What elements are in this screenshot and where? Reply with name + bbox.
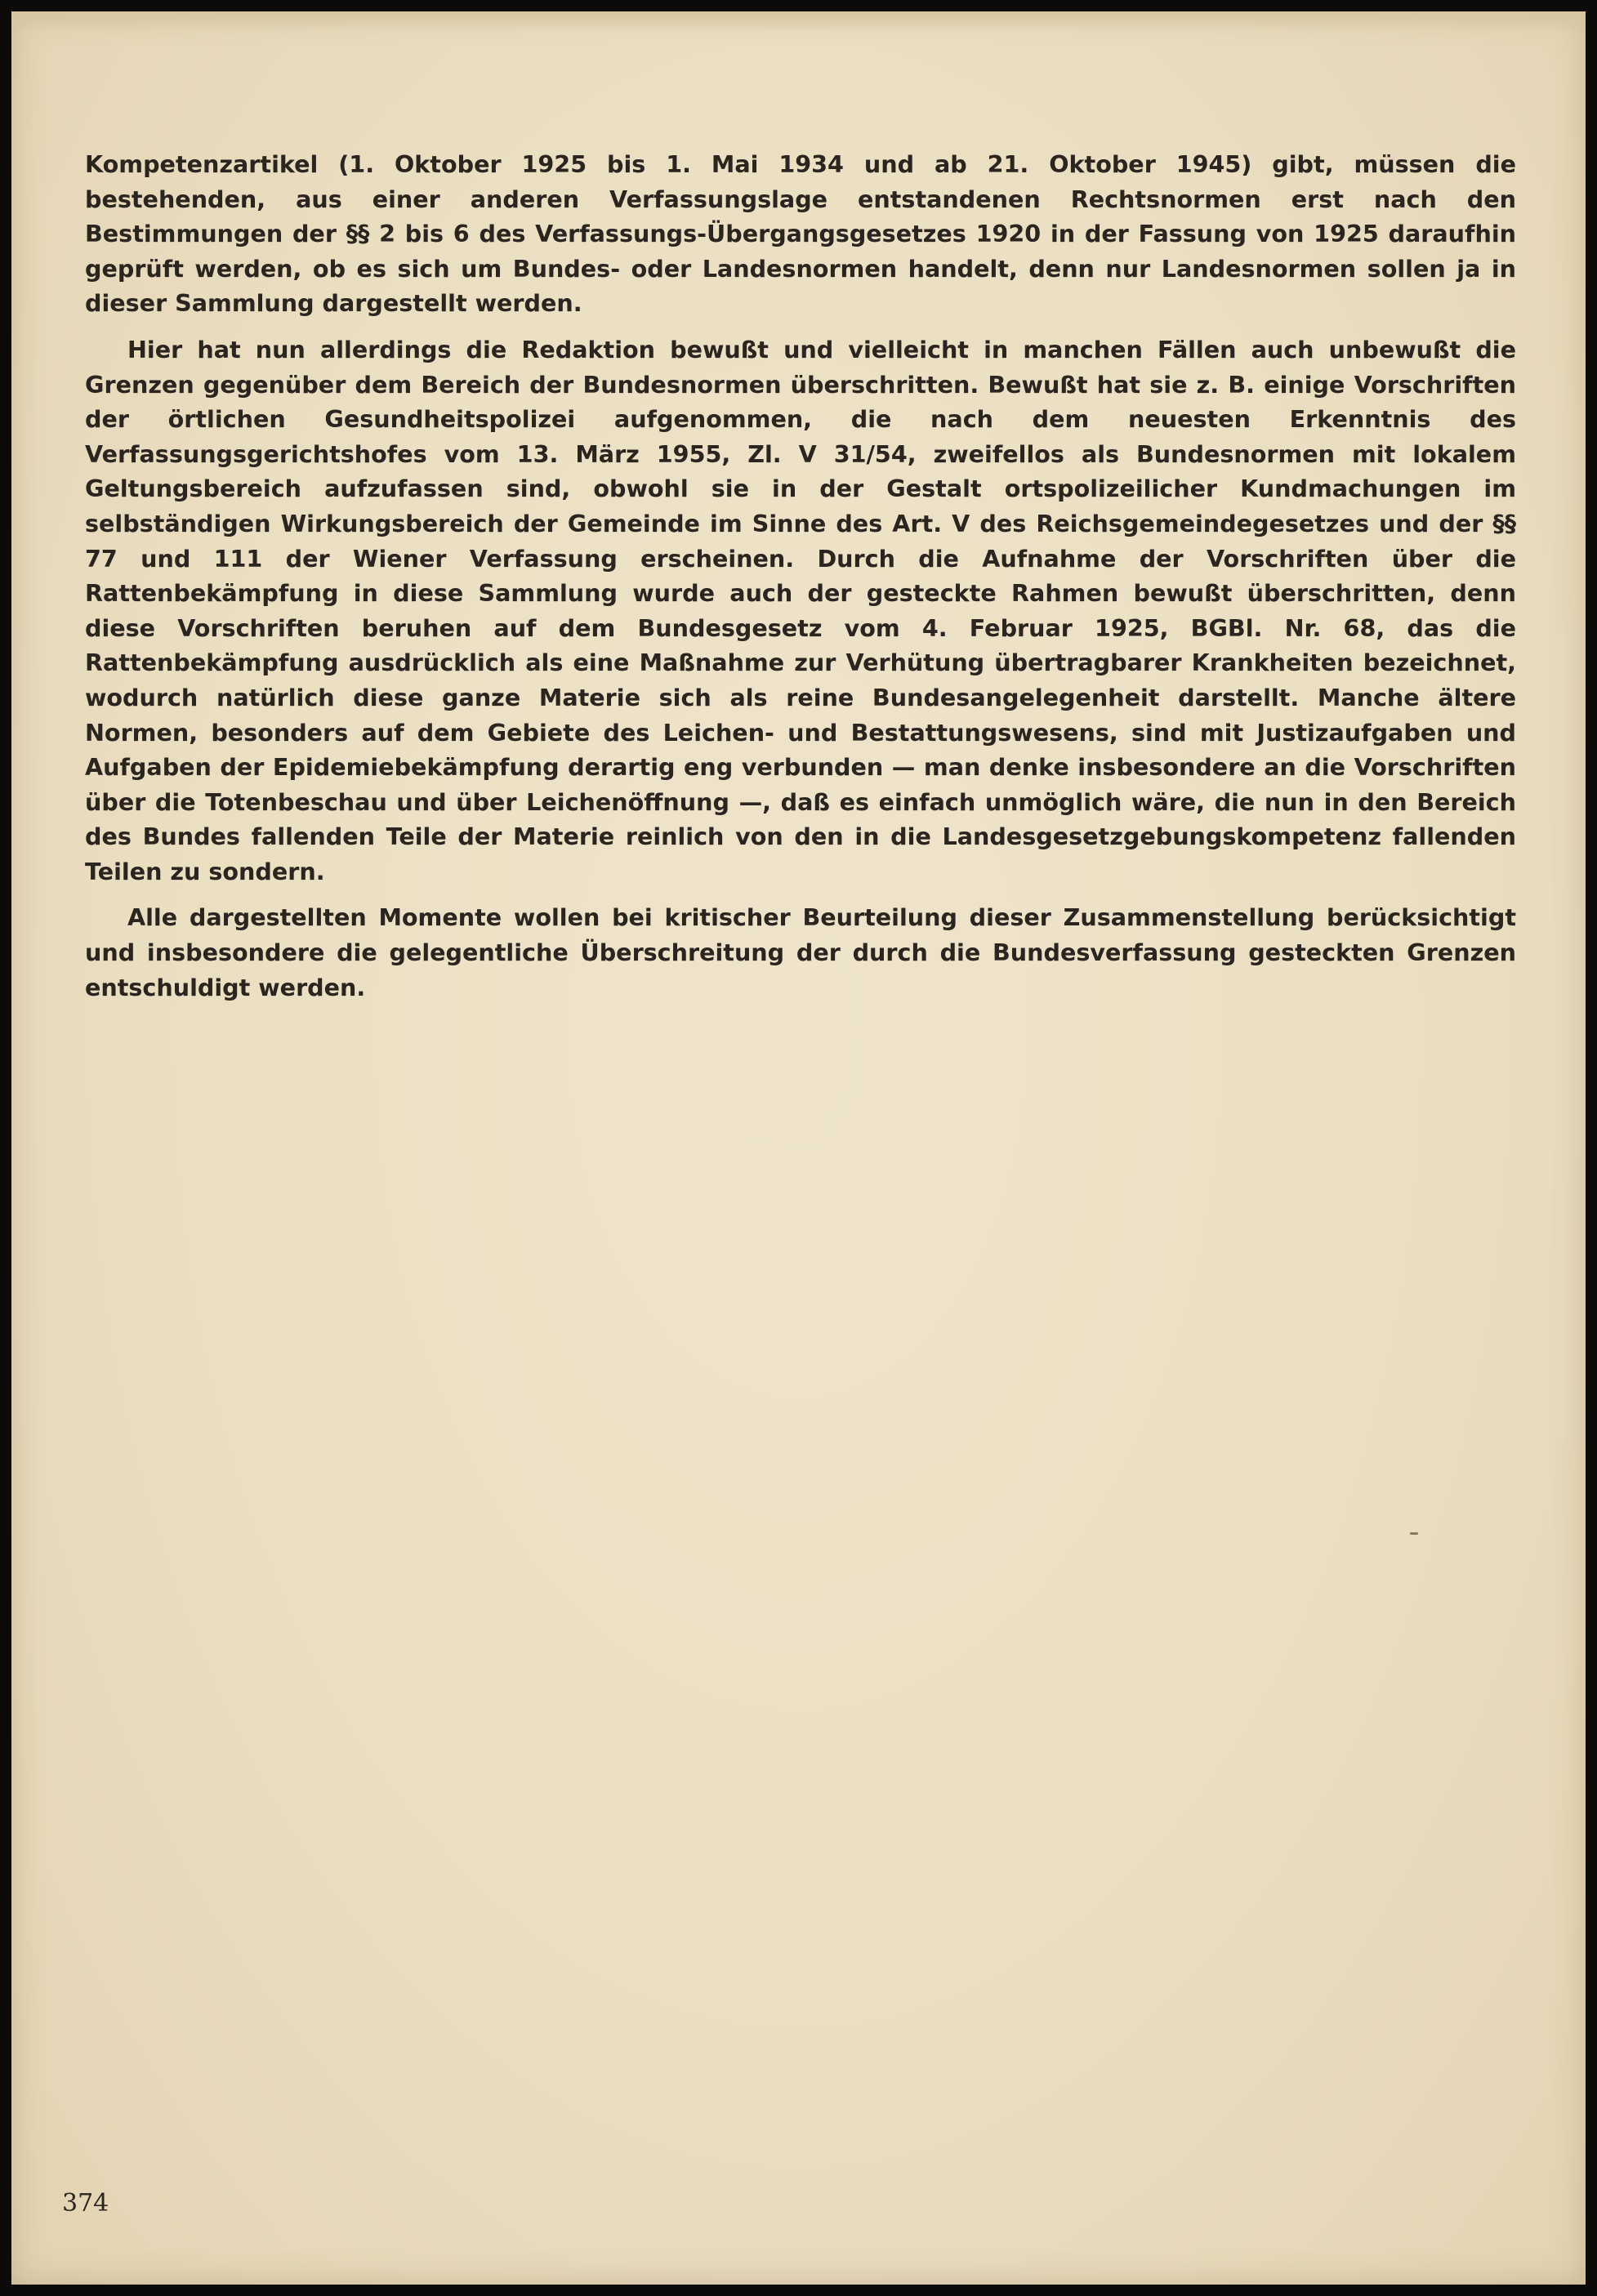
page-number: 374	[62, 2189, 109, 2218]
body-text	[85, 147, 1516, 1016]
paragraph-1: Kompetenzartikel (1. Oktober 1925 bis 1. Mai 1934 und ab 21. Oktober 1945) gibt, müssen die bestehenden, aus einer anderen Verfassungslage entstandenen Rechtsnormen erst nach den Bestimmungen der §§ 2 bis 6 des Verfassungs-Übergangsgesetzes 1920 in der Fassung von 1925 daraufhin geprüft werden, ob es sich um Bundes- oder Landesnormen handelt, denn nur Landesnormen sollen ja in dieser Sammlung dargestellt werden.	[85, 150, 1516, 318]
paper-speck	[1410, 1532, 1418, 1535]
paragraph-2: Hier hat nun allerdings die Redaktion bewußt und vielleicht in manchen Fällen auch unbewußt die Grenzen gegenüber dem Bereich der Bundesnormen überschritten. Bewußt hat sie z. B. einige Vorschriften der örtlichen Gesundheitspolizei aufgenommen, die nach dem neuesten Erkenntnis des Verfassungsgerichtshofes vom 13. März 1955, Zl. V 31/54, zweifellos als Bundesnormen mit lokalem Geltungsbereich aufzufassen sind, obwohl sie in der Gestalt ortspolizeilicher Kundmachungen im selbständigen Wirkungsbereich der Gemeinde im Sinne des Art. V des Reichsgemeindegesetzes und der §§ 77 und 111 der Wiener Verfassung erscheinen. Durch die Aufnahme der Vorschriften über die Rattenbekämpfung in diese Sammlung wurde auch der gesteckte Rahmen bewußt überschritten, denn diese Vorschriften beruhen auf dem Bundesgesetz vom 4. Februar 1925, BGBl. Nr. 68, das die Rattenbekämpfung ausdrücklich als eine Maßnahme zur Verhütung übertragbarer Krankheiten bezeichnet, wodurch natürlich diese ganze Materie sich als reine Bundesangelegenheit darstellt. Manche ältere Normen, besonders auf dem Gebiete des Leichen- und Bestattungswesens, sind mit Justizaufgaben und Aufgaben der Epidemiebekämpfung derartig eng verbunden — man denke insbesondere an die Vorschriften über die Totenbeschau und über Leichenöffnung —, daß es einfach unmöglich wäre, die nun in den Bereich des Bundes fallenden Teile der Materie reinlich von den in die Landesgesetzgebungskompetenz fallenden Teilen zu sondern.	[85, 335, 1516, 885]
document-page	[11, 11, 1586, 2285]
paragraph-3: Alle dargestellten Momente wollen bei kritischer Beurteilung dieser Zusammenstellung berücksichtigt und insbesondere die gelegentliche Überschreitung der durch die Bundesverfassung gesteckten Grenzen entschuldigt werden.	[85, 903, 1516, 1001]
page-edge-shadow	[11, 11, 1586, 31]
